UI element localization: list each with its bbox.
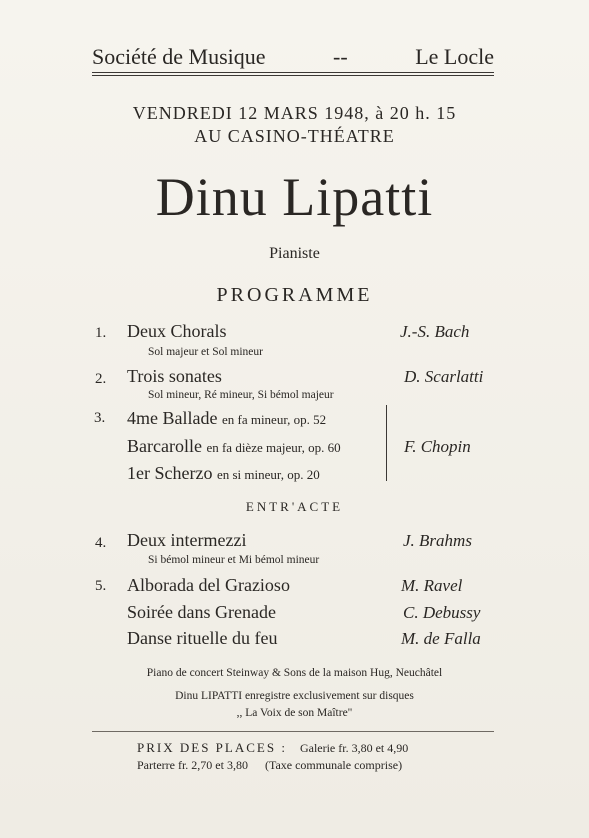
prices-line-2 bbox=[137, 758, 402, 773]
work-title bbox=[127, 436, 341, 457]
work-name: 1er Scherzo bbox=[127, 463, 213, 483]
item-number: 4. bbox=[95, 535, 107, 551]
artist-role: Pianiste bbox=[269, 245, 320, 262]
prices-tax: (Taxe communale comprise) bbox=[264, 758, 403, 772]
work-title: Danse rituelle du feu bbox=[127, 628, 278, 648]
item-number: 1. bbox=[95, 325, 107, 341]
composer-name: D. Scarlatti bbox=[404, 367, 484, 386]
work-title bbox=[127, 408, 326, 429]
composer-name: F. Chopin bbox=[404, 437, 471, 456]
work-detail: Sol majeur et Sol mineur bbox=[148, 346, 263, 358]
society-name: Société de Musique bbox=[92, 44, 266, 69]
recording-note: Dinu LIPATTI enregistre exclusivement sur disques bbox=[175, 690, 414, 702]
composer-name: C. Debussy bbox=[403, 603, 481, 622]
prices-rule bbox=[92, 731, 494, 732]
item-number: 2. bbox=[95, 371, 107, 387]
artist-name: Dinu Lipatti bbox=[155, 167, 434, 227]
header bbox=[92, 44, 494, 70]
composer-name: M. de Falla bbox=[401, 629, 481, 648]
work-detail: Si bémol mineur et Mi bémol mineur bbox=[148, 554, 320, 566]
work-title: Soirée dans Grenade bbox=[127, 602, 276, 622]
concert-venue: AU CASINO-THÉATRE bbox=[194, 126, 395, 146]
prices-line-1 bbox=[137, 740, 408, 756]
composer-name: J. Brahms bbox=[403, 531, 472, 550]
work-title: Deux intermezzi bbox=[127, 530, 247, 550]
work-title: Trois sonates bbox=[127, 366, 222, 386]
composer-name: J.-S. Bach bbox=[400, 322, 470, 341]
header-rule-bottom bbox=[92, 75, 494, 76]
programme-title: PROGRAMME bbox=[216, 284, 373, 306]
work-name: 4me Ballade bbox=[127, 408, 218, 428]
work-title: Alborada del Grazioso bbox=[127, 575, 290, 595]
composer-name: M. Ravel bbox=[401, 576, 463, 595]
work-key: en fa mineur, op. 52 bbox=[221, 412, 327, 427]
prices-title: PRIX DES PLACES : bbox=[137, 740, 287, 755]
header-rule-top bbox=[92, 72, 494, 73]
work-name: Barcarolle bbox=[127, 436, 202, 456]
piano-note: Piano de concert Steinway & Sons de la maison Hug, Neuchâtel bbox=[146, 667, 443, 679]
chopin-bracket bbox=[386, 405, 393, 481]
intermission-label: ENTR'ACTE bbox=[245, 499, 344, 514]
header-separator: -- bbox=[333, 44, 348, 69]
record-label-note: ,, La Voix de son Maître" bbox=[236, 707, 353, 719]
work-key: en fa dièze majeur, op. 60 bbox=[206, 440, 341, 455]
work-detail: Sol mineur, Ré mineur, Si bémol majeur bbox=[148, 389, 334, 401]
work-title: Deux Chorals bbox=[127, 321, 227, 341]
town-name: Le Locle bbox=[415, 44, 494, 69]
item-number: 5. bbox=[95, 578, 107, 594]
prices-gallery: Galerie fr. 3,80 et 4,90 bbox=[299, 741, 409, 755]
prices-parterre: Parterre fr. 2,70 et 3,80 bbox=[137, 758, 248, 772]
work-title bbox=[127, 463, 320, 484]
concert-date: VENDREDI 12 MARS 1948, à 20 h. 15 bbox=[132, 103, 457, 123]
item-number: 3. bbox=[94, 410, 106, 426]
work-key: en si mineur, op. 20 bbox=[216, 467, 320, 482]
